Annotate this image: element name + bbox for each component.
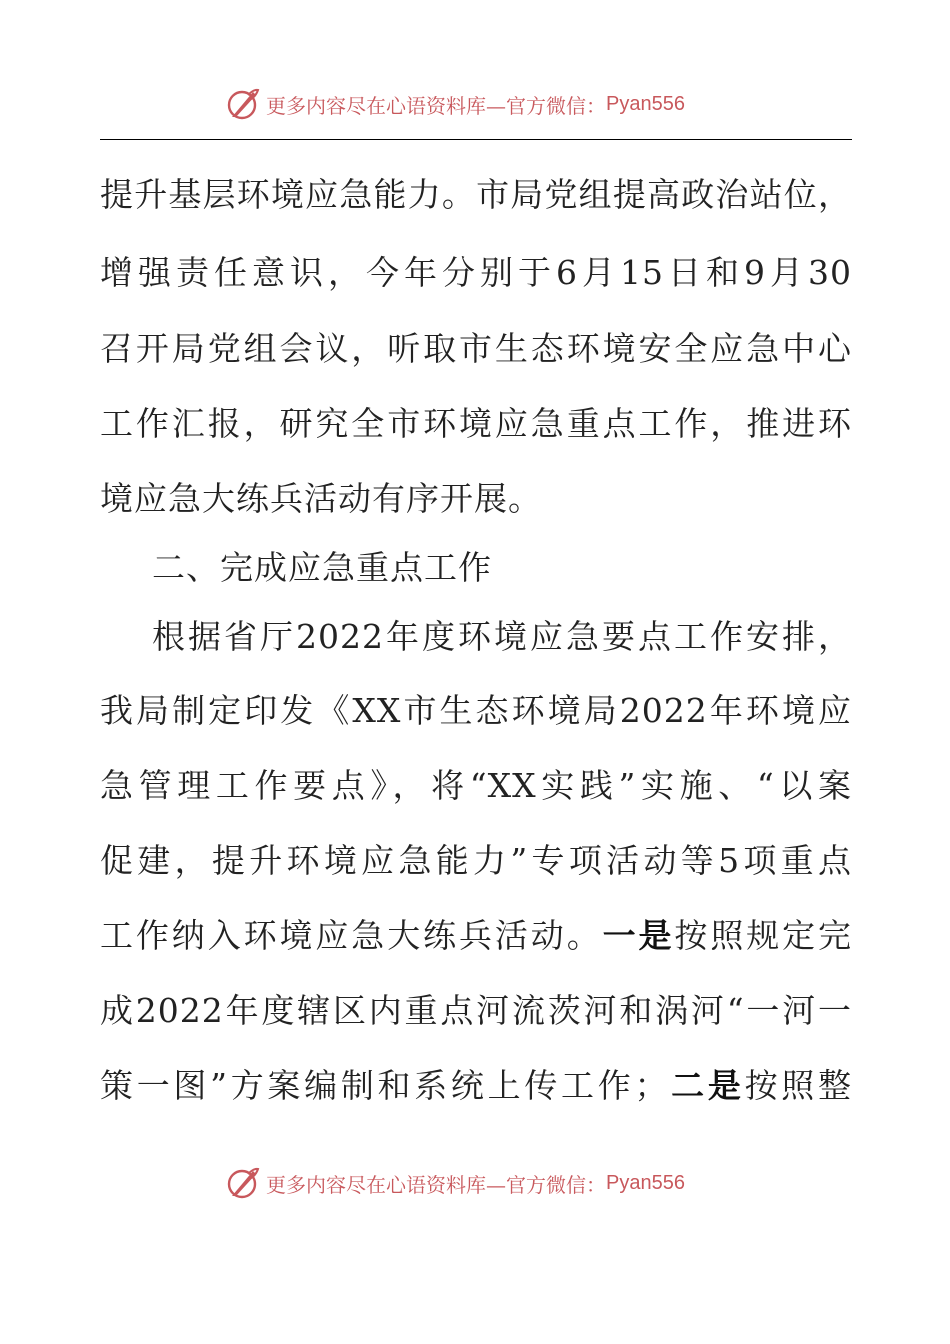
body-text: 策一图”方案编制和系统上传工作； [100, 1066, 669, 1105]
body-line: 急管理工作要点》，将“XX实践”实施、“以案 [100, 766, 852, 805]
body-text: 按照整 [744, 1066, 853, 1105]
section-heading: 二、完成应急重点工作 [152, 548, 492, 587]
body-line: 召开局党组会议，听取市生态环境安全应急中心 [100, 329, 852, 368]
body-text: 按照规定完 [674, 916, 853, 955]
header-divider [100, 139, 852, 140]
header-watermark [226, 84, 685, 124]
watermark-text: 更多内容尽在心语资料库—官方微信： [266, 93, 606, 118]
body-line: 成2022年度辖区内重点河流茨河和涡河“一河一 [100, 991, 852, 1030]
emphasis-first: 一是 [602, 916, 675, 955]
watermark-wechat-id: Pyan556 [606, 1171, 685, 1194]
body-line [100, 911, 852, 961]
watermark-wechat-id: Pyan556 [606, 92, 685, 115]
body-line: 工作汇报，研究全市环境应急重点工作，推进环 [100, 404, 852, 443]
body-line: 根据省厅2022年度环境应急要点工作安排， [152, 617, 852, 656]
body-line: 增强责任意识，今年分别于6月15日和9月30 [100, 253, 852, 292]
emphasis-second: 二是 [668, 1066, 745, 1105]
quill-logo-icon [226, 1166, 260, 1200]
body-line [100, 1061, 852, 1111]
body-line: 促建，提升环境应急能力”专项活动等5项重点 [100, 841, 852, 880]
body-line: 提升基层环境应急能力。市局党组提高政治站位， [100, 175, 852, 214]
watermark-text: 更多内容尽在心语资料库—官方微信： [266, 1172, 606, 1197]
body-text: 工作纳入环境应急大练兵活动。 [100, 916, 603, 955]
footer-watermark [226, 1163, 685, 1203]
body-line: 我局制定印发《XX市生态环境局2022年环境应 [100, 691, 852, 730]
quill-logo-icon [226, 87, 260, 121]
body-line: 境应急大练兵活动有序开展。 [100, 479, 542, 518]
